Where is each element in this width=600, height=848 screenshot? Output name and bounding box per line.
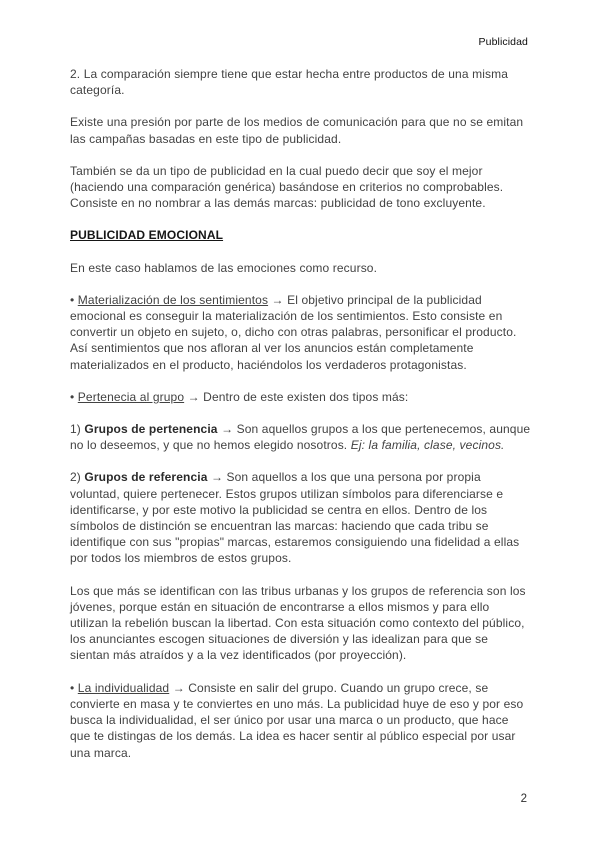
text-run: → El objetivo principal de la publicidad emocional es conseguir la materialización de los sentimientos. Esto consiste en convertir un objeto en sujeto, o, dicho con otras palabras, personificar el producto. Así sentimientos que nos afloran al ver los anuncios están completamente materializados en el producto, haciéndolos los verdaderos protagonistas. — [70, 292, 517, 372]
paragraph — [70, 389, 531, 405]
page-number: 2 — [520, 793, 527, 805]
paragraph — [70, 260, 531, 276]
page-header — [479, 36, 528, 48]
text-run: Grupos de referencia — [84, 470, 208, 485]
text-run: Materialización de los sentimientos — [77, 292, 269, 307]
text-run: Los que más se identifican con las tribus urbanas y los grupos de referencia son los jóvenes, porque están en situación de encontrarse a ellos mismos y para ello utilizan la rebelión buscan la libertad. Con esta situación como contexto del público, los anunciantes escogen situaciones de diversión y las idealizan para que se sientan más atraídos y a la vez identificados (por proyección). — [70, 583, 526, 663]
text-run: → Son aquellos grupos a los que pertenecemos, aunque no lo deseemos, y que no hemos elegido nosotros. — [70, 422, 531, 453]
text-run: PUBLICIDAD EMOCIONAL — [70, 228, 224, 243]
paragraph — [70, 114, 531, 146]
text-run: También se da un tipo de publicidad en la cual puedo decir que soy el mejor (haciendo una comparación genérica) basándose en criterios no comprobables. Consiste en no nombrar a las demás marcas: publicidad de tono excluyente. — [70, 163, 504, 211]
text-run: • — [70, 389, 78, 404]
text-run: Ej: la familia, clase, vecinos. — [350, 438, 505, 453]
paragraph — [70, 66, 531, 98]
text-run: • — [70, 292, 78, 307]
document-body — [70, 66, 531, 777]
text-run: → Dentro de este existen dos tipos más: — [184, 389, 409, 404]
text-run: • — [70, 680, 78, 695]
section-heading — [70, 227, 531, 243]
text-run: Pertenecia al grupo — [77, 389, 185, 404]
paragraph — [70, 469, 531, 566]
text-run: → Son aquellos a los que una persona por propia voluntad, quiere pertenecer. Estos grupos utilizan símbolos para diferenciarse e identificarse, y por este motivo la publicidad se centra en ellos. Dentro de los símbolos de distinción se encuentran las marcas: haciendo que cada tribu se identifique con sus "propias" marcas, estaremos consiguiendo una fidelidad a ellas por todos los miembros de estos grupos. — [70, 470, 520, 566]
text-run: 2) — [70, 470, 85, 485]
text-run: → Consiste en salir del grupo. Cuando un grupo crece, se convierte en masa y te conviertes en uno más. La publicidad huye de eso y por eso busca la individualidad, el ser único por usar una marca o un producto, que hace que te distingas de los demás. La idea es hacer sentir al público especial por usar una marca. — [70, 680, 524, 760]
text-run: 2. La comparación siempre tiene que estar hecha entre productos de una misma categoría. — [70, 67, 509, 98]
paragraph — [70, 163, 531, 212]
paragraph — [70, 583, 531, 664]
text-run: La individualidad — [77, 680, 170, 695]
text-run: 1) — [70, 422, 85, 437]
text-run: En este caso hablamos de las emociones como recurso. — [70, 260, 378, 275]
header-title: Publicidad — [478, 36, 528, 48]
text-run: Grupos de pertenencia — [84, 422, 218, 437]
paragraph — [70, 421, 531, 453]
page-footer — [521, 793, 527, 805]
paragraph — [70, 680, 531, 761]
text-run: Existe una presión por parte de los medios de comunicación para que no se emitan las campañas basadas en este tipo de publicidad. — [70, 115, 524, 146]
paragraph — [70, 292, 531, 373]
